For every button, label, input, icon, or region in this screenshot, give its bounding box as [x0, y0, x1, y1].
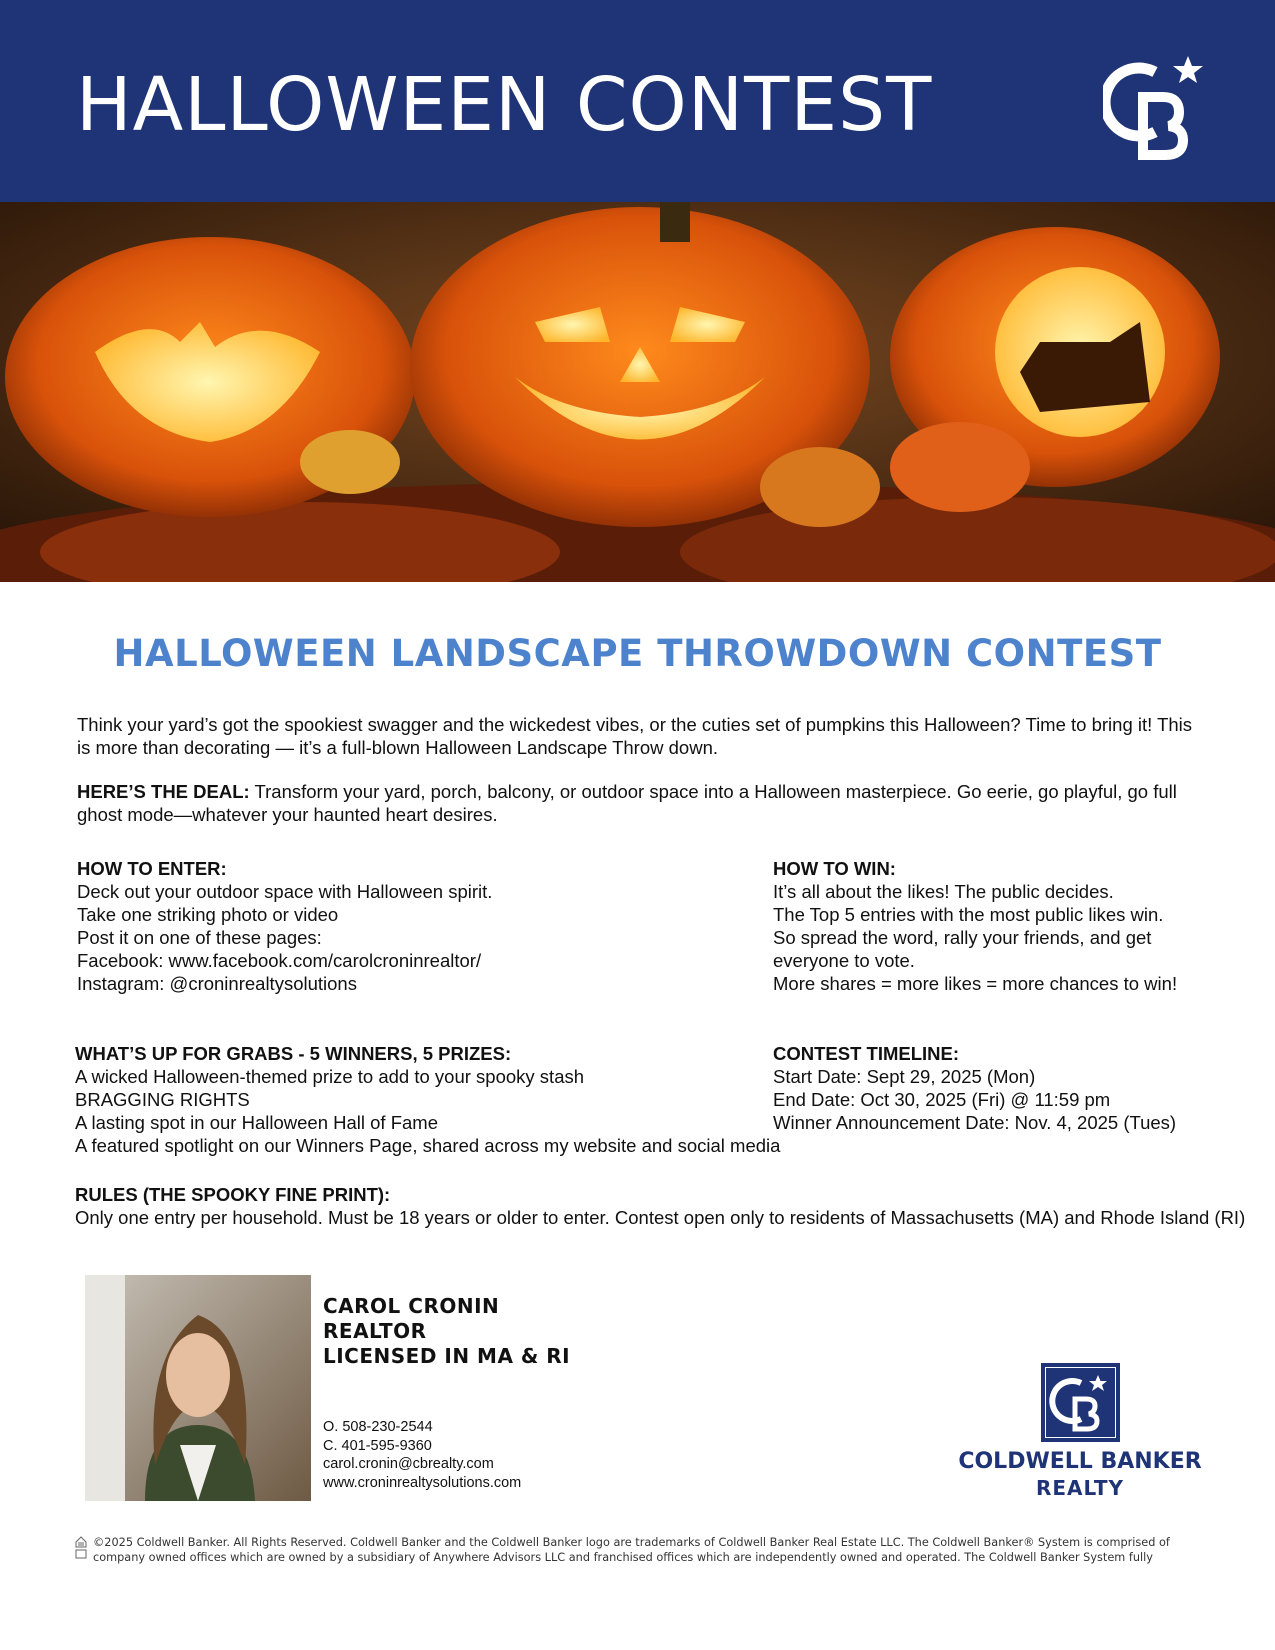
list-item: A featured spotlight on our Winners Page, shared across my website and social media	[75, 1135, 781, 1156]
legal-line-2: company owned offices which are owned by a subsidiary of Anywhere Advisors LLC and franchised offices which are independently owned and operated. The Coldwell Banker System fully	[93, 1551, 1153, 1564]
start-date: Start Date: Sept 29, 2025 (Mon)	[773, 1066, 1036, 1087]
office-phone[interactable]: O. 508-230-2544	[323, 1419, 433, 1435]
coldwell-banker-logo-icon	[1103, 52, 1203, 162]
timeline-heading: CONTEST TIMELINE:	[773, 1043, 960, 1064]
coldwell-banker-square-logo-icon	[1041, 1363, 1120, 1442]
how-to-win-heading: HOW TO WIN:	[773, 858, 896, 879]
agent-name: CAROL CRONIN	[323, 1294, 500, 1318]
avatar	[85, 1275, 311, 1501]
list-item: So spread the word, rally your friends, and get	[773, 927, 1152, 948]
agent-name-block	[323, 1294, 570, 1369]
rules-section	[75, 1183, 1245, 1229]
agent-license: LICENSED IN MA & RI	[323, 1344, 571, 1368]
legal-footer	[93, 1535, 1203, 1565]
list-item: everyone to vote.	[773, 950, 915, 971]
deal-paragraph	[77, 780, 1207, 826]
website-link[interactable]: www.croninrealtysolutions.com	[323, 1474, 522, 1491]
agent-title: REALTOR	[323, 1319, 427, 1343]
how-to-win-section	[773, 857, 1177, 995]
facebook-link[interactable]: Facebook: www.facebook.com/carolcroninrealtor/	[77, 950, 482, 971]
brand-line-2: REALTY	[1035, 1476, 1125, 1500]
page-title: HALLOWEEN CONTEST	[76, 62, 933, 148]
agent-contact	[323, 1418, 521, 1492]
end-date: End Date: Oct 30, 2025 (Fri) @ 11:59 pm	[773, 1089, 1111, 1110]
list-item: Post it on one of these pages:	[77, 927, 322, 948]
header-banner	[0, 0, 1275, 202]
list-item: The Top 5 entries with the most public likes win.	[773, 904, 1164, 925]
list-item: A lasting spot in our Halloween Hall of Fame	[75, 1112, 438, 1133]
brand-line-1: COLDWELL BANKER	[958, 1449, 1202, 1474]
list-item: Take one striking photo or video	[77, 904, 339, 925]
list-item: It’s all about the likes! The public decides.	[773, 881, 1114, 902]
how-to-enter-heading: HOW TO ENTER:	[77, 858, 227, 879]
list-item: Deck out your outdoor space with Halloween spirit.	[77, 881, 493, 902]
list-item: A wicked Halloween-themed prize to add to your spooky stash	[75, 1066, 585, 1087]
cell-phone[interactable]: C. 401-595-9360	[323, 1437, 432, 1454]
intro-paragraph: Think your yard’s got the spookiest swagger and the wickedest vibes, or the cuties set of pumpkins this Halloween? Time to bring it! This is more than decorating — it’s a full-blown Halloween Landscape Throw down.	[77, 714, 1193, 758]
list-item: More shares = more likes = more chances to win!	[773, 973, 1178, 994]
deal-label: HERE’S THE DEAL:	[77, 781, 250, 802]
prizes-heading: WHAT’S UP FOR GRABS - 5 WINNERS, 5 PRIZES:	[75, 1043, 512, 1064]
deal-text: Transform your yard, porch, balcony, or outdoor space into a Halloween masterpiece. Go eerie, go playful, go full ghost mode—whatever your haunted heart desires.	[77, 781, 1177, 825]
instagram-handle[interactable]: Instagram: @croninrealtysolutions	[77, 973, 357, 994]
legal-line-1: ©2025 Coldwell Banker. All Rights Reserved. Coldwell Banker and the Coldwell Banker logo are trademarks of Coldwell Banker Real Estate LLC. The Coldwell Banker® System is comprised of	[93, 1536, 1170, 1549]
rules-heading: RULES (THE SPOOKY FINE PRINT):	[75, 1184, 391, 1205]
equal-housing-opportunity-icon	[75, 1536, 87, 1560]
contest-heading: HALLOWEEN LANDSCAPE THROWDOWN CONTEST	[113, 632, 1162, 675]
email-link[interactable]: carol.cronin@cbrealty.com	[323, 1456, 494, 1472]
list-item: BRAGGING RIGHTS	[75, 1089, 250, 1110]
brand-name	[950, 1448, 1210, 1502]
rules-text: Only one entry per household. Must be 18 years or older to enter. Contest open only to residents of Massachusetts (MA) and Rhode Island (RI)	[75, 1207, 1246, 1228]
timeline-section	[773, 1042, 1176, 1134]
announcement-date: Winner Announcement Date: Nov. 4, 2025 (Tues)	[773, 1112, 1177, 1133]
how-to-enter-section	[77, 857, 492, 995]
prizes-section	[75, 1042, 780, 1157]
hero-pumpkin-image	[0, 202, 1275, 582]
